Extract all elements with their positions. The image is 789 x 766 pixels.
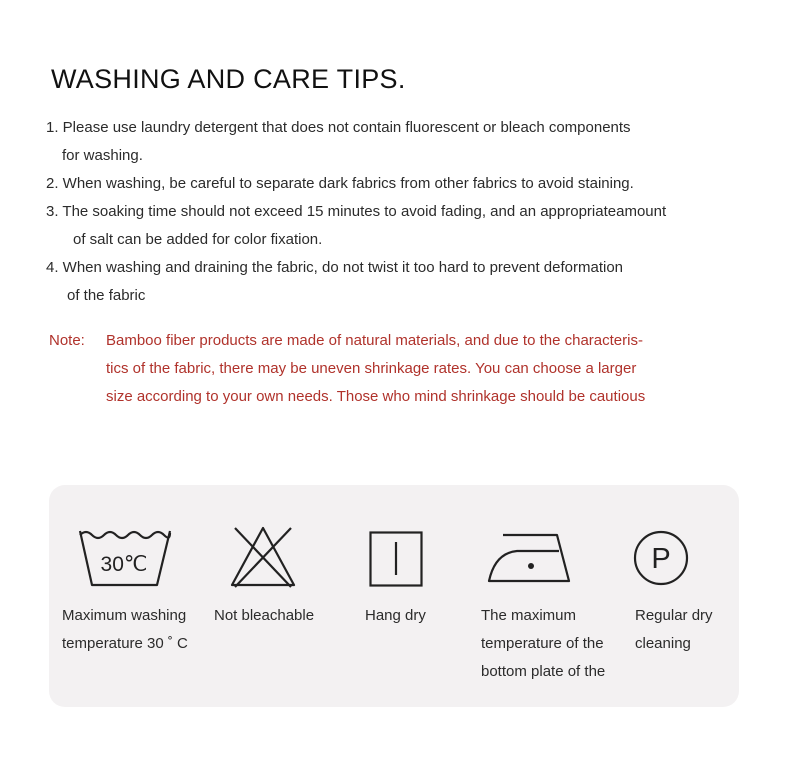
page-title: WASHING AND CARE TIPS.: [51, 64, 406, 94]
note-line: tics of the fabric, there may be uneven shrinkage rates. You can choose a larger: [106, 360, 637, 377]
hang-dry-icon: [369, 531, 423, 587]
note-label: Note:: [49, 332, 85, 349]
care-label-iron: [481, 602, 605, 686]
note-line: size according to your own needs. Those who mind shrinkage should be cautious: [106, 388, 646, 405]
tip-item: [46, 114, 766, 170]
tip-line-continuation: of the fabric: [67, 287, 146, 304]
wash-temp-text: 30℃: [100, 553, 148, 576]
note-body: [106, 327, 746, 411]
dry-clean-letter: P: [651, 543, 671, 575]
care-label-dry-clean: [635, 602, 713, 658]
care-label-line: Not bleachable: [214, 607, 315, 624]
care-label-hang-dry: [365, 602, 426, 630]
care-label-bleach: [214, 602, 314, 630]
dry-clean-icon: [633, 530, 689, 586]
wash-30-icon: [77, 527, 172, 589]
care-label-line: temperature of the: [481, 635, 604, 652]
care-label-line: cleaning: [635, 635, 691, 652]
care-label-wash: [62, 602, 188, 658]
tip-item: [46, 198, 766, 254]
care-label-line: bottom plate of the: [481, 663, 606, 680]
care-label-line: The maximum: [481, 607, 577, 624]
tip-item: [46, 254, 766, 310]
tip-line: 4. When washing and draining the fabric, do not twist it too hard to prevent deformation: [46, 259, 624, 276]
tip-line: 1. Please use laundry detergent that does not contain fluorescent or bleach components: [46, 119, 631, 136]
tip-line: 2. When washing, be careful to separate dark fabrics from other fabrics to avoid staining.: [46, 175, 634, 192]
care-label-line: Hang dry: [365, 607, 426, 624]
care-symbols-panel: [49, 485, 739, 707]
tip-line: 3. The soaking time should not exceed 15 minutes to avoid fading, and an appropriateamount: [46, 203, 667, 220]
iron-icon: [487, 531, 571, 583]
care-label-line: Regular dry: [635, 607, 713, 624]
tips-list: [46, 114, 766, 310]
tip-line-continuation: of salt can be added for color fixation.: [73, 231, 323, 248]
note-line: Bamboo fiber products are made of natural materials, and due to the characteris-: [106, 332, 643, 349]
care-label-line: Maximum washing: [62, 607, 187, 624]
care-label-line: temperature 30 ˚ C: [62, 635, 188, 652]
tip-line-continuation: for washing.: [62, 147, 143, 164]
no-bleach-icon: [229, 525, 297, 589]
tip-item: [46, 170, 766, 198]
